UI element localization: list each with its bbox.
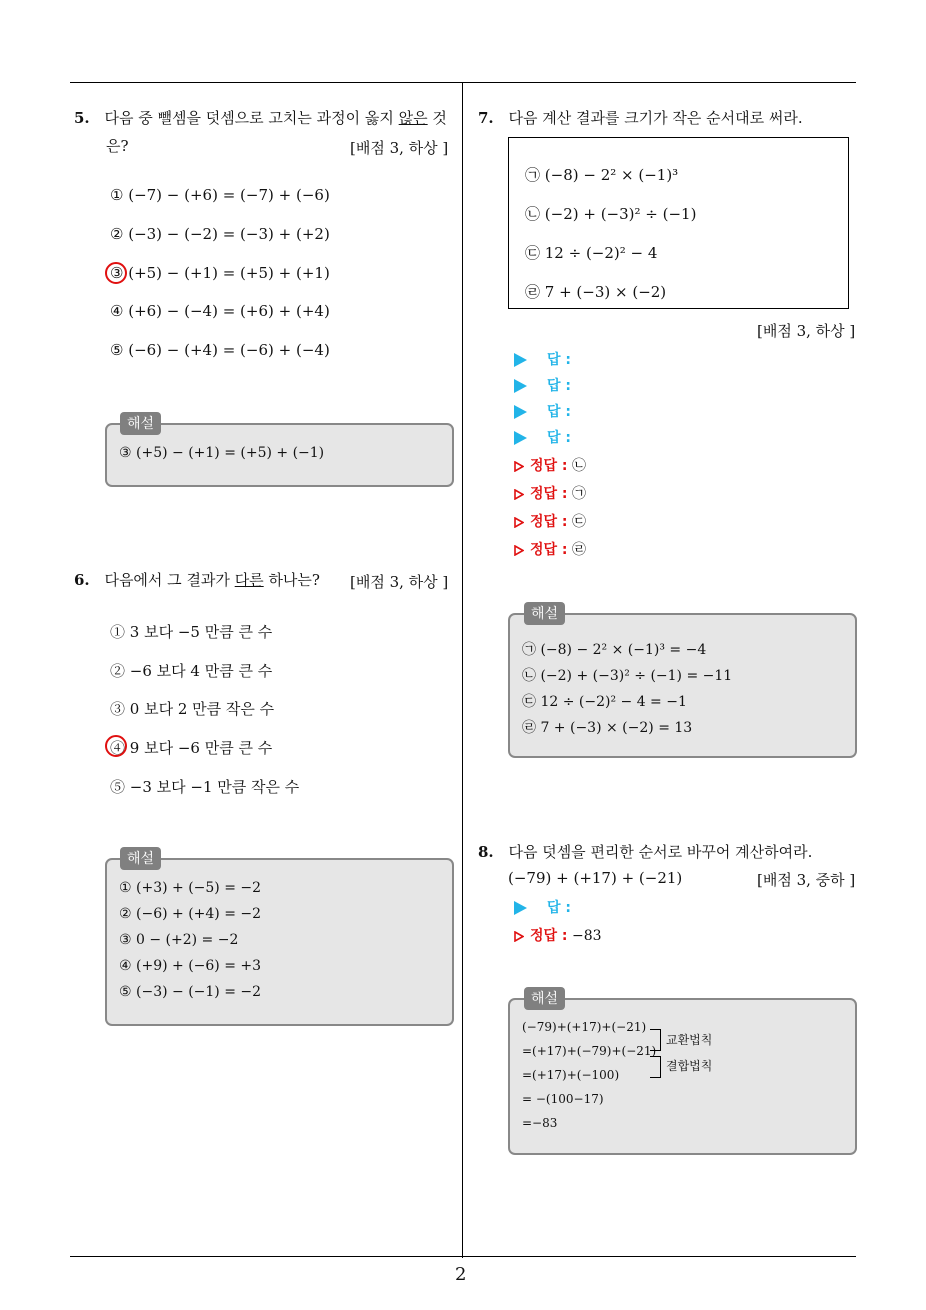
q7-answer-row-4[interactable] — [514, 427, 571, 447]
q8-text: 다음 덧셈을 편리한 순서로 바꾸어 계산하여라. — [508, 843, 813, 861]
correct-triangle-icon — [514, 545, 524, 556]
answer-label: 답 : — [547, 378, 571, 394]
q5-choice-3[interactable]: ③ (+5) − (+1) = (+5) + (+1) — [110, 264, 330, 282]
q7-explanation-line-2: ㉡ (−2) + (−3)² ÷ (−1) = −11 — [522, 668, 733, 684]
q8-work-line-4: = −(100−17) — [522, 1092, 604, 1106]
q5-choice-4[interactable]: ④ (+6) − (−4) = (+6) + (+4) — [110, 302, 330, 320]
answer-label: 답 : — [547, 900, 571, 916]
q6-choice-5[interactable]: ⑤ −3 보다 −1 만큼 작은 수 — [110, 778, 300, 796]
answer-label: 답 : — [547, 430, 571, 446]
q8-expression: (−79) + (+17) + (−21) — [508, 869, 683, 887]
q7-text: 다음 계산 결과를 크기가 작은 순서대로 써라. — [508, 109, 803, 127]
q7-correct-value-1: ㉡ — [571, 458, 586, 474]
q6-underlined: 다른 — [234, 571, 264, 589]
q7-answer-row-1[interactable] — [514, 349, 571, 369]
q7-correct-row-1 — [514, 455, 586, 475]
q7-correct-value-2: ㉠ — [571, 486, 586, 502]
q6-explanation-line-4: ④ (+9) + (−6) = +3 — [119, 958, 262, 974]
q7-item-1: ㉠ (−8) − 2² × (−1)³ — [525, 166, 679, 184]
q5-answer-mark-circle — [105, 262, 127, 284]
q7-answer-row-2[interactable] — [514, 375, 571, 395]
q8-law-2: 결합법칙 — [666, 1059, 713, 1073]
correct-label: 정답 : — [530, 542, 568, 558]
page-number: 2 — [455, 1264, 467, 1285]
q6-number: 6. — [74, 571, 90, 589]
q8-bracket-1 — [650, 1029, 661, 1051]
q8-correct-row — [514, 925, 602, 945]
correct-label: 정답 : — [530, 486, 568, 502]
q7-items-frame — [508, 137, 849, 309]
correct-triangle-icon — [514, 931, 524, 942]
q8-bracket-2 — [650, 1056, 661, 1078]
q8-meta: [배점 3, 중하 ] — [757, 871, 856, 889]
q6-explanation-line-1: ① (+3) + (−5) = −2 — [119, 880, 262, 896]
q6-stem — [74, 566, 320, 594]
answer-triangle-icon — [514, 379, 527, 393]
q5-text-line2: 은? — [106, 137, 129, 155]
q6-choice-1[interactable]: ① 3 보다 −5 만큼 큰 수 — [110, 623, 273, 641]
q5-choice-2[interactable]: ② (−3) − (−2) = (−3) + (+2) — [110, 225, 330, 243]
q6-explanation-box — [105, 858, 454, 1026]
q6-explanation-line-3: ③ 0 − (+2) = −2 — [119, 932, 239, 948]
q7-correct-value-4: ㉣ — [571, 542, 586, 558]
q5-text: 다음 중 뺄셈을 덧셈으로 고치는 과정이 옳지 — [104, 109, 399, 127]
bottom-rule — [70, 1256, 856, 1257]
correct-label: 정답 : — [530, 514, 568, 530]
q5-choice-1[interactable]: ① (−7) − (+6) = (−7) + (−6) — [110, 186, 330, 204]
q8-work-line-2: =(+17)+(−79)+(−21) — [522, 1044, 657, 1058]
q7-explanation-line-4: ㉣ 7 + (−3) × (−2) = 13 — [522, 720, 693, 736]
answer-label: 답 : — [547, 404, 571, 420]
answer-triangle-icon — [514, 431, 527, 445]
q8-work-line-1: (−79)+(+17)+(−21) — [522, 1020, 647, 1034]
q7-correct-row-3 — [514, 511, 586, 531]
q6-answer-mark-circle — [105, 735, 127, 757]
q5-meta: [배점 3, 하상 ] — [350, 139, 449, 157]
q8-explanation-tag: 해설 — [524, 987, 565, 1010]
q7-explanation-box — [508, 613, 857, 758]
q5-explanation-line: ③ (+5) − (+1) = (+5) + (−1) — [119, 445, 325, 461]
q5-explanation-tag: 해설 — [120, 412, 161, 435]
q6-explanation-tag: 해설 — [120, 847, 161, 870]
answer-triangle-icon — [514, 405, 527, 419]
q5-stem — [74, 104, 459, 132]
q5-number: 5. — [74, 109, 90, 127]
q6-choice-3[interactable]: ③ 0 보다 2 만큼 작은 수 — [110, 700, 275, 718]
q8-stem — [478, 838, 812, 866]
correct-triangle-icon — [514, 489, 524, 500]
q8-work-line-5: =−83 — [522, 1116, 558, 1130]
q5-text-end: 것 — [427, 109, 447, 127]
top-rule — [70, 82, 856, 83]
q6-meta: [배점 3, 하상 ] — [350, 573, 449, 591]
q7-explanation-line-3: ㉢ 12 ÷ (−2)² − 4 = −1 — [522, 694, 687, 710]
q6-choice-2[interactable]: ② −6 보다 4 만큼 큰 수 — [110, 662, 273, 680]
correct-label: 정답 : — [530, 458, 568, 474]
q7-item-4: ㉣ 7 + (−3) × (−2) — [525, 283, 667, 301]
q6-text-after: 하나는? — [263, 571, 320, 589]
q8-explanation-box — [508, 998, 857, 1155]
correct-label: 정답 : — [530, 928, 568, 944]
q7-number: 7. — [478, 109, 494, 127]
q5-choice-5[interactable]: ⑤ (−6) − (+4) = (−6) + (−4) — [110, 341, 330, 359]
q8-law-1: 교환법칙 — [666, 1033, 713, 1047]
correct-triangle-icon — [514, 517, 524, 528]
column-divider — [462, 82, 463, 1258]
q6-text: 다음에서 그 결과가 — [104, 571, 235, 589]
q5-underlined: 않은 — [398, 109, 428, 127]
q8-answer-row[interactable] — [514, 897, 571, 917]
answer-triangle-icon — [514, 353, 527, 367]
q7-correct-row-2 — [514, 483, 586, 503]
q7-correct-value-3: ㉢ — [571, 514, 586, 530]
q7-explanation-tag: 해설 — [524, 602, 565, 625]
q8-correct-value: −83 — [571, 928, 602, 944]
q8-work-line-3: =(+17)+(−100) — [522, 1068, 620, 1082]
q7-answer-row-3[interactable] — [514, 401, 571, 421]
q6-choice-4[interactable]: ④ 9 보다 −6 만큼 큰 수 — [110, 739, 273, 757]
q8-number: 8. — [478, 843, 494, 861]
correct-triangle-icon — [514, 461, 524, 472]
q7-item-3: ㉢ 12 ÷ (−2)² − 4 — [525, 244, 658, 262]
q6-explanation-line-5: ⑤ (−3) − (−1) = −2 — [119, 984, 262, 1000]
q7-meta: [배점 3, 하상 ] — [757, 322, 856, 340]
q7-item-2: ㉡ (−2) + (−3)² ÷ (−1) — [525, 205, 697, 223]
q6-explanation-line-2: ② (−6) + (+4) = −2 — [119, 906, 262, 922]
answer-triangle-icon — [514, 901, 527, 915]
answer-label: 답 : — [547, 352, 571, 368]
q7-correct-row-4 — [514, 539, 586, 559]
q7-explanation-line-1: ㉠ (−8) − 2² × (−1)³ = −4 — [522, 642, 707, 658]
q7-stem — [478, 104, 803, 132]
